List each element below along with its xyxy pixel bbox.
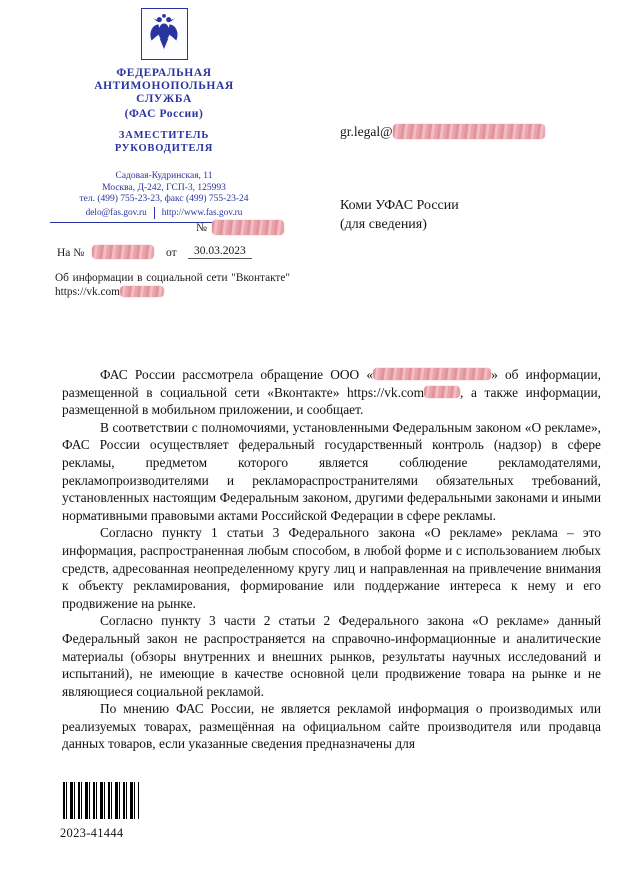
recipient-email-prefix: gr.legal@ bbox=[340, 124, 393, 139]
address-line-2: Москва, Д-242, ГСП-3, 125993 bbox=[102, 182, 226, 193]
address-line-1: Садовая-Кудринская, 11 bbox=[115, 171, 213, 181]
org-website: http://www.fas.gov.ru bbox=[161, 207, 243, 218]
org-email: delo@fas.gov.ru bbox=[86, 207, 155, 219]
org-name bbox=[50, 67, 278, 121]
signer-position bbox=[50, 130, 278, 155]
recipient-note: (для сведения) bbox=[340, 217, 427, 232]
letter-date: 30.03.2023 bbox=[188, 245, 252, 259]
redaction-recipient-email bbox=[393, 124, 545, 139]
paragraph-1-text: ФАС России рассмотрела обращение ООО « bbox=[100, 367, 374, 382]
barcode bbox=[63, 782, 139, 819]
emblem-box bbox=[141, 8, 188, 60]
recipient-email-row bbox=[340, 124, 545, 140]
subject-line bbox=[55, 272, 290, 299]
org-address bbox=[50, 171, 278, 206]
position-line: ЗАМЕСТИТЕЛЬ bbox=[118, 130, 210, 141]
ref-number-label: На № bbox=[57, 247, 85, 259]
redaction-company-name bbox=[373, 368, 491, 380]
letterhead bbox=[50, 8, 278, 223]
redaction-vk-url bbox=[424, 386, 460, 398]
paragraph-4: Согласно пункту 3 части 2 статьи 2 Федерального закона «О рекламе» данный Федеральный закон не распространяется на справочно-информационные и аналитические материалы (обзоры внутренних и внешних рынков, результаты научных исследований и испытаний), не имеющие в качестве основной цели продвижение товара на рынке и не являющиеся социальной рекламой. bbox=[62, 613, 601, 699]
redaction-outgoing-number bbox=[212, 220, 284, 235]
redaction-subject-url bbox=[120, 286, 164, 297]
redaction-ref-number bbox=[92, 245, 154, 259]
org-name-line: СЛУЖБА bbox=[136, 93, 192, 105]
double-headed-eagle-icon bbox=[147, 12, 181, 57]
org-abbrev: (ФАС России) bbox=[124, 108, 204, 120]
paragraph-2: В соответствии с полномочиями, установленными Федеральным законом «О рекламе», ФАС России осуществляет федеральный государственный контроль (надзор) в сфере рекламы, предметом которого является соблюдение рекламодателями, рекламопроизводителями и рекламораспространителями обязательных требований, установленных настоящим Федеральным законом, другими федеральными законами и иными нормативными правовыми актами Российской Федерации в сфере рекламы. bbox=[62, 419, 601, 523]
paragraph-5: По мнению ФАС России, не является рекламой информация о производимых или реализуемых товарах, размещённая на официальном сайте производителя или продавца данных товаров, если указанные сведения предназначены для bbox=[62, 701, 601, 752]
paragraph-3: Согласно пункту 1 статьи 3 Федерального закона «О рекламе» реклама – это информация, распространенная любым способом, в любой форме и с использованием любых средств, адресованная неопределенному кругу лиц и направленная на привлечение внимания к объекту рекламирования, формирование или поддержание интереса к нему и его продвижение на рынке. bbox=[62, 525, 601, 611]
letter-body bbox=[62, 366, 601, 753]
position-line: РУКОВОДИТЕЛЯ bbox=[114, 142, 214, 154]
paragraph-1-text: , а также информации, размещенной в мобильном приложении, и сообщает. bbox=[62, 384, 602, 418]
subject-text: Об информации в социальной сети "Вконтакте" https://vk.com bbox=[55, 272, 290, 298]
recipient-block bbox=[340, 196, 459, 234]
org-name-line: АНТИМОНОПОЛЬНАЯ bbox=[94, 80, 234, 92]
recipient-name: Коми УФАС России bbox=[340, 198, 459, 213]
org-name-line: ФЕДЕРАЛЬНАЯ bbox=[116, 67, 212, 79]
phone-line: тел. (499) 755-23-23, факс (499) 755-23-24 bbox=[79, 194, 249, 204]
outgoing-number-label: № bbox=[196, 222, 207, 234]
paragraph-1-text: » об информации, размещенной в социальной сети «Вконтакте» https://vk.com bbox=[62, 367, 601, 400]
document-number: 2023-41444 bbox=[60, 826, 124, 840]
paragraph-1 bbox=[62, 366, 601, 419]
ref-from-label: от bbox=[166, 247, 177, 259]
